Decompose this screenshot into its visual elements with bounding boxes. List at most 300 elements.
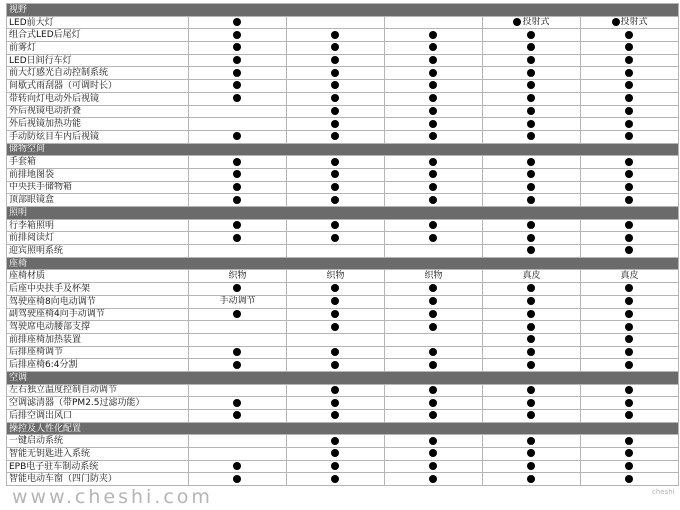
standard-dot-icon [527,234,535,242]
trim-cell [189,67,287,80]
trim-cell [287,105,385,118]
logo-mark: cheshi [652,488,675,496]
standard-dot-icon [331,284,339,292]
trim-cell [287,448,385,461]
standard-dot-icon [233,69,241,77]
feature-label: LED前大灯 [7,16,189,29]
standard-dot-icon [331,132,339,140]
standard-dot-icon [625,132,633,140]
feature-label: 副驾驶座椅4向手动调节 [7,308,189,321]
feature-label: 座椅材质 [7,270,189,283]
trim-cell [581,92,679,105]
trim-cell [483,295,581,308]
standard-dot-icon [527,132,535,140]
standard-dot-icon [513,18,521,26]
table-row [7,29,679,42]
feature-label: 前排阅读灯 [7,232,189,245]
trim-cell [483,219,581,232]
trim-cell [287,359,385,372]
standard-dot-icon [233,221,241,229]
standard-dot-icon [527,43,535,51]
section-title: 座椅 [7,257,679,270]
table-row [7,232,679,245]
trim-cell [581,181,679,194]
trim-cell [581,42,679,55]
table-row [7,295,679,308]
table-row [7,156,679,169]
standard-dot-icon [429,437,437,445]
trim-cell [581,295,679,308]
standard-dot-icon [527,462,535,470]
standard-dot-icon [429,310,437,318]
trim-cell [287,80,385,93]
trim-cell [287,473,385,486]
trim-cell [385,42,483,55]
standard-dot-icon [233,56,241,64]
trim-cell [483,473,581,486]
trim-cell [287,168,385,181]
trim-cell [287,308,385,321]
feature-label: 前排地图袋 [7,168,189,181]
spec-table [6,3,679,486]
section-header [7,371,679,384]
standard-dot-icon [331,361,339,369]
trim-cell [189,473,287,486]
trim-cell [287,194,385,207]
standard-dot-icon [331,386,339,394]
table-row [7,245,679,258]
trim-cell [581,105,679,118]
standard-dot-icon [429,158,437,166]
feature-label: 后排座椅6:4分割 [7,359,189,372]
table-row [7,118,679,131]
feature-label: 一键启动系统 [7,435,189,448]
standard-dot-icon [527,348,535,356]
trim-cell [287,321,385,334]
standard-dot-icon [527,411,535,419]
trim-cell [287,67,385,80]
standard-dot-icon [331,31,339,39]
table-row [7,16,679,29]
trim-cell [189,80,287,93]
trim-cell [385,295,483,308]
trim-cell [189,29,287,42]
standard-dot-icon [331,94,339,102]
standard-dot-icon [233,170,241,178]
trim-cell [385,473,483,486]
trim-cell [189,156,287,169]
trim-cell [287,333,385,346]
trim-cell [189,359,287,372]
trim-cell [581,435,679,448]
trim-cell [385,245,483,258]
section-title: 储物空间 [7,143,679,156]
table-row [7,42,679,55]
trim-cell [189,168,287,181]
standard-dot-icon [625,335,633,343]
table-row [7,435,679,448]
trim-cell [287,16,385,29]
table-row [7,346,679,359]
trim-cell [483,29,581,42]
trim-cell [189,321,287,334]
trim-cell [189,118,287,131]
feature-label: 后座中央扶手及杯架 [7,283,189,296]
trim-cell [385,67,483,80]
feature-label: 中央扶手储物箱 [7,181,189,194]
standard-dot-icon [429,31,437,39]
standard-dot-icon [527,437,535,445]
cell-text: 真皮 [620,271,639,282]
trim-cell [189,397,287,410]
trim-cell [385,321,483,334]
standard-dot-icon [331,323,339,331]
standard-dot-icon [331,196,339,204]
trim-cell [189,16,287,29]
table-row [7,194,679,207]
trim-cell [385,270,483,283]
feature-label: 顶部眼镜盒 [7,194,189,207]
trim-cell [483,435,581,448]
section-header [7,422,679,435]
standard-dot-icon [527,399,535,407]
feature-label: 手套箱 [7,156,189,169]
trim-cell [581,359,679,372]
feature-label: 驾驶席电动腰部支撑 [7,321,189,334]
trim-cell [581,397,679,410]
standard-dot-icon [625,31,633,39]
table-row [7,359,679,372]
standard-dot-icon [625,43,633,51]
trim-cell [483,168,581,181]
trim-cell [483,359,581,372]
standard-dot-icon [331,183,339,191]
standard-dot-icon [331,475,339,483]
trim-cell [287,118,385,131]
standard-dot-icon [429,132,437,140]
standard-dot-icon [233,81,241,89]
standard-dot-icon [625,462,633,470]
standard-dot-icon [233,183,241,191]
standard-dot-icon [527,120,535,128]
standard-dot-icon [625,310,633,318]
standard-dot-icon [331,81,339,89]
standard-dot-icon [527,323,535,331]
standard-dot-icon [429,69,437,77]
table-row [7,54,679,67]
trim-cell [189,283,287,296]
trim-cell [581,54,679,67]
table-row [7,308,679,321]
trim-cell [483,333,581,346]
standard-dot-icon [331,107,339,115]
trim-cell [385,384,483,397]
cell-text: 投射式 [620,17,648,28]
table-row [7,181,679,194]
trim-cell [483,321,581,334]
standard-dot-icon [527,158,535,166]
standard-dot-icon [527,335,535,343]
trim-cell [483,384,581,397]
standard-dot-icon [527,69,535,77]
standard-dot-icon [527,475,535,483]
trim-cell [287,435,385,448]
standard-dot-icon [331,297,339,305]
section-header [7,4,679,17]
trim-cell [483,42,581,55]
standard-dot-icon [625,475,633,483]
feature-label: 手动防炫目车内后视镜 [7,130,189,143]
trim-cell [581,283,679,296]
standard-dot-icon [429,107,437,115]
trim-cell [287,245,385,258]
standard-dot-icon [233,234,241,242]
trim-cell [483,130,581,143]
standard-dot-icon [625,234,633,242]
standard-dot-icon [331,120,339,128]
standard-dot-icon [527,221,535,229]
trim-cell [385,410,483,423]
standard-dot-icon [233,361,241,369]
trim-cell [385,448,483,461]
standard-dot-icon [429,411,437,419]
standard-dot-icon [429,170,437,178]
trim-cell [189,384,287,397]
standard-dot-icon [233,94,241,102]
standard-dot-icon [625,221,633,229]
feature-label: 驾驶座椅8向电动调节 [7,295,189,308]
standard-dot-icon [233,43,241,51]
standard-dot-icon [625,361,633,369]
standard-dot-icon [233,31,241,39]
standard-dot-icon [625,158,633,166]
trim-cell [581,321,679,334]
trim-cell [189,448,287,461]
table-row [7,219,679,232]
trim-cell [287,219,385,232]
trim-cell [483,54,581,67]
trim-cell [189,92,287,105]
table-row [7,283,679,296]
standard-dot-icon [625,399,633,407]
standard-dot-icon [527,31,535,39]
trim-cell [189,194,287,207]
standard-dot-icon [429,323,437,331]
trim-cell [385,181,483,194]
trim-cell [581,448,679,461]
trim-cell [483,232,581,245]
trim-cell [385,346,483,359]
standard-dot-icon [429,361,437,369]
standard-dot-icon [527,56,535,64]
standard-dot-icon [429,399,437,407]
standard-dot-icon [331,170,339,178]
standard-dot-icon [625,246,633,254]
trim-cell [581,219,679,232]
standard-dot-icon [527,297,535,305]
standard-dot-icon [331,221,339,229]
trim-cell [287,181,385,194]
standard-dot-icon [625,56,633,64]
trim-cell [287,346,385,359]
section-header [7,207,679,220]
standard-dot-icon [233,399,241,407]
trim-cell [287,156,385,169]
trim-cell [483,105,581,118]
trim-cell [483,194,581,207]
standard-dot-icon [331,56,339,64]
standard-dot-icon [625,386,633,394]
cell-text: 真皮 [522,271,541,282]
feature-label: 智能无钥匙进入系统 [7,448,189,461]
trim-cell [581,308,679,321]
trim-cell [385,359,483,372]
table-row [7,270,679,283]
trim-cell [581,232,679,245]
trim-cell [581,156,679,169]
spec-table-body [7,4,679,486]
table-row [7,333,679,346]
trim-cell [581,346,679,359]
feature-label: 前排座椅加热装置 [7,333,189,346]
table-row [7,473,679,486]
standard-dot-icon [625,170,633,178]
trim-cell [189,333,287,346]
trim-cell [483,460,581,473]
trim-cell [287,54,385,67]
feature-label: 间歇式雨刮器（可调时长） [7,80,189,93]
feature-label: 前大灯感光自动控制系统 [7,67,189,80]
feature-label: 空调滤清器（带PM2.5过滤功能） [7,397,189,410]
cell-text: 织物 [424,271,443,282]
trim-cell [287,92,385,105]
table-row [7,448,679,461]
trim-cell [189,295,287,308]
feature-label: 外后视镜加热功能 [7,118,189,131]
standard-dot-icon [429,297,437,305]
cell-text: 投射式 [522,17,550,28]
standard-dot-icon [331,43,339,51]
standard-dot-icon [233,158,241,166]
trim-cell [189,181,287,194]
trim-cell [483,118,581,131]
trim-cell [287,384,385,397]
trim-cell [287,270,385,283]
feature-label: 后排空调出风口 [7,410,189,423]
trim-cell [581,80,679,93]
standard-dot-icon [527,284,535,292]
standard-dot-icon [233,462,241,470]
standard-dot-icon [233,348,241,356]
standard-dot-icon [429,120,437,128]
standard-dot-icon [429,462,437,470]
standard-dot-icon [625,183,633,191]
trim-cell [385,397,483,410]
standard-dot-icon [429,234,437,242]
table-row [7,384,679,397]
trim-cell [385,130,483,143]
feature-label: 组合式LED后尾灯 [7,29,189,42]
trim-cell [189,410,287,423]
trim-cell [189,54,287,67]
trim-cell [483,308,581,321]
standard-dot-icon [233,475,241,483]
trim-cell [385,435,483,448]
standard-dot-icon [625,449,633,457]
trim-cell [287,460,385,473]
trim-cell [385,168,483,181]
standard-dot-icon [527,183,535,191]
standard-dot-icon [331,462,339,470]
standard-dot-icon [429,81,437,89]
standard-dot-icon [625,120,633,128]
trim-cell [385,80,483,93]
standard-dot-icon [429,43,437,51]
trim-cell [581,67,679,80]
feature-label: 智能电动车窗（四门防夹） [7,473,189,486]
standard-dot-icon [429,386,437,394]
table-row [7,105,679,118]
feature-label: 迎宾照明系统 [7,245,189,258]
trim-cell [385,283,483,296]
section-title: 空调 [7,371,679,384]
trim-cell [189,130,287,143]
section-header [7,143,679,156]
standard-dot-icon [527,196,535,204]
trim-cell [483,67,581,80]
trim-cell [581,410,679,423]
standard-dot-icon [429,196,437,204]
trim-cell [581,473,679,486]
trim-cell [385,308,483,321]
standard-dot-icon [527,449,535,457]
trim-cell [581,168,679,181]
trim-cell [483,270,581,283]
trim-cell [483,181,581,194]
trim-cell [483,156,581,169]
table-row [7,168,679,181]
feature-label: 左右独立温度控制自动调节 [7,384,189,397]
cell-text: 织物 [326,271,345,282]
trim-cell [581,270,679,283]
cell-text: 手动调节 [219,296,256,307]
trim-cell [287,232,385,245]
standard-dot-icon [625,348,633,356]
feature-label: 带转向灯电动外后视镜 [7,92,189,105]
trim-cell [189,232,287,245]
standard-dot-icon [527,361,535,369]
standard-dot-icon [429,284,437,292]
trim-cell [189,105,287,118]
standard-dot-icon [331,348,339,356]
section-title: 照明 [7,207,679,220]
trim-cell [581,194,679,207]
trim-cell [483,346,581,359]
trim-cell [581,384,679,397]
standard-dot-icon [527,310,535,318]
feature-label: 后排座椅调节 [7,346,189,359]
standard-dot-icon [625,81,633,89]
standard-dot-icon [625,297,633,305]
trim-cell [189,270,287,283]
standard-dot-icon [625,196,633,204]
trim-cell [483,448,581,461]
standard-dot-icon [233,411,241,419]
table-row [7,130,679,143]
standard-dot-icon [429,94,437,102]
watermark: www.cheshi.com [12,486,213,508]
feature-label: EPB电子驻车制动系统 [7,460,189,473]
